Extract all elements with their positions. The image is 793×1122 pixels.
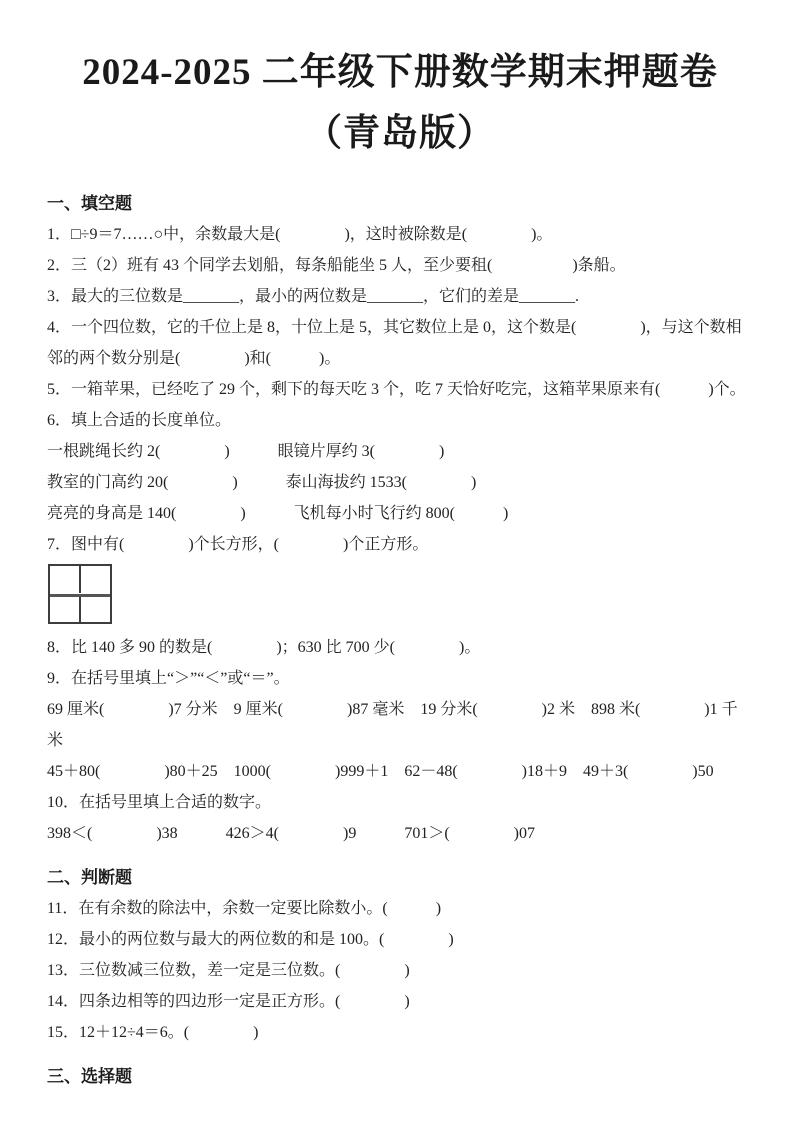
document-title-line2: （青岛版） [305,113,495,154]
exam-line-q4a: 4．一个四位数，它的千位上是 8，十位上是 5，其它数位上是 0，这个数是( )，与这个数相 [47,319,742,336]
exam-line-q6: 6．填上合适的长度单位。 [47,412,232,429]
section-heading-multiple-choice: 三、选择题 [47,1067,132,1086]
exam-line-q13: 13．三位数减三位数，差一定是三位数。( ) [47,962,410,979]
document-title [47,42,753,164]
exam-line-q10-row1: 398＜( )38 426＞4( )9 701＞( )07 [47,825,535,842]
exam-line-q5: 5．一箱苹果，已经吃了 29 个，剩下的每天吃 3 个，吃 7 天恰好吃完，这箱苹果原来有( )个。 [47,381,746,398]
exam-line-q15: 15．12＋12÷4＝6。( ) [47,1024,259,1041]
exam-line-q3: 3．最大的三位数是_______，最小的两位数是_______，它们的差是_______. [47,288,580,305]
exam-line-q9: 9．在括号里填上“＞”“＜”或“＝”。 [47,670,290,687]
exam-line-q7: 7．图中有( )个长方形，( )个正方形。 [47,536,429,553]
exam-line-q9-row1b: 米 [47,732,64,749]
document-title-line1: 2024-2025 二年级下册数学期末押题卷 [82,52,718,93]
exam-line-q9-row2: 45＋80( )80＋25 1000( )999＋1 62－48( )18＋9 49＋3( )50 [47,763,714,780]
exam-line-q6-row3: 亮亮的身高是 140( ) 飞机每小时飞行约 800( ) [47,505,509,522]
section-heading-true-false: 二、判断题 [47,868,132,887]
exam-line-q8: 8．比 140 多 90 的数是( )；630 比 700 少( )。 [47,639,481,656]
exam-line-q10: 10．在括号里填上合适的数字。 [47,794,272,811]
grid-figure [48,564,112,624]
exam-line-q6-row2: 教室的门高约 20( ) 泰山海拔约 1533( ) [47,474,477,491]
exam-line-q9-row1a: 69 厘米( )7 分米 9 厘米( )87 毫米 19 分米( )2 米 898 米( )1 千 [47,701,738,718]
exam-line-q4b: 邻的两个数分别是( )和( )。 [47,350,341,367]
exam-line-q6-row1: 一根跳绳长约 2( ) 眼镜片厚约 3( ) [47,443,445,460]
exam-line-q12: 12．最小的两位数与最大的两位数的和是 100。( ) [47,931,454,948]
exam-line-q2: 2．三（2）班有 43 个同学去划船，每条船能坐 5 人，至少要租( )条船。 [47,257,626,274]
exam-line-q14: 14．四条边相等的四边形一定是正方形。( ) [47,993,410,1010]
exam-line-q11: 11．在有余数的除法中，余数一定要比除数小。( ) [47,900,442,917]
section-heading-fill-blanks: 一、填空题 [47,194,132,213]
exam-line-q1: 1．□÷9＝7……○中，余数最大是( )，这时被除数是( )。 [47,226,553,243]
grid-figure-horizontal-line [50,593,110,597]
